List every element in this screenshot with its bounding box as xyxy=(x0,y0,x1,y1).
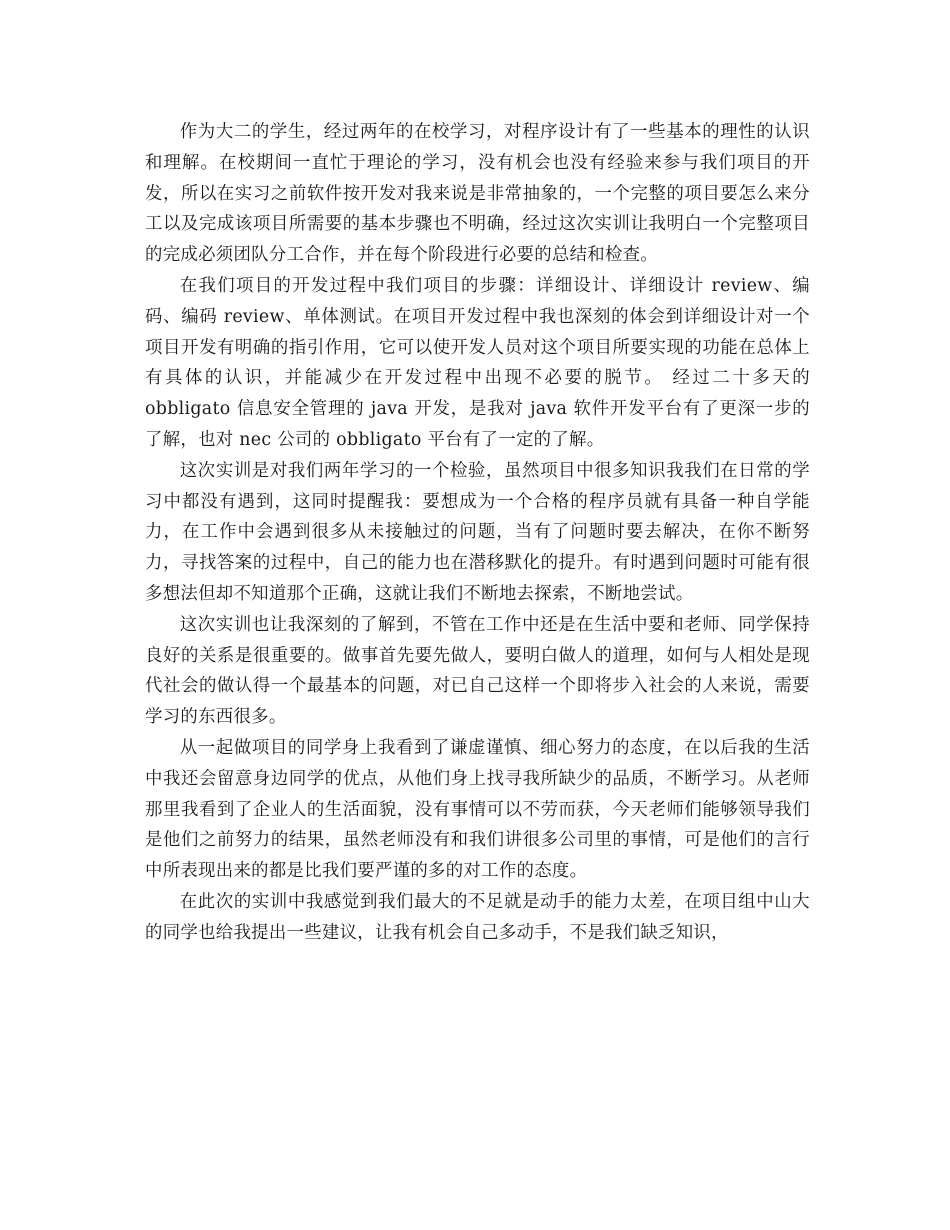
paragraph-6: 在此次的实训中我感觉到我们最大的不足就是动手的能力太差，在项目组中山大的同学也给我提出一些建议，让我有机会自己多动手，不是我们缺乏知识， xyxy=(145,891,810,943)
body-text xyxy=(145,117,810,949)
paragraph-2: 在我们项目的开发过程中我们项目的步骤：详细设计、详细设计 review、编码、编码 review、单体测试。在项目开发过程中我也深刻的体会到详细设计对一个项目开发有明确的指引作用，它可以使开发人员对这个项目所要实现的功能在总体上有具体的认识，并能减少在开发过程中出现不必要的脱节。 经过二十多天的 obbligato 信息安全管理的 java 开发，是我对 java 软件开发平台有了更深一步的了解，也对 nec 公司的 obbligato 平台有了一定的了解。 xyxy=(145,275,810,450)
paragraph-4: 这次实训也让我深刻的了解到，不管在工作中还是在生活中要和老师、同学保持良好的关系是很重要的。做事首先要先做人，要明白做人的道理，如何与人相处是现代社会的做认得一个最基本的问题，对已自己这样一个即将步入社会的人来说，需要学习的东西很多。 xyxy=(145,614,810,728)
paragraph-5: 从一起做项目的同学身上我看到了谦虚谨慎、细心努力的态度，在以后我的生活中我还会留意身边同学的优点，从他们身上找寻我所缺少的品质，不断学习。从老师那里我看到了企业人的生活面貌，没有事情可以不劳而获，今天老师们能够领导我们是他们之前努力的结果，虽然老师没有和我们讲很多公司里的事情，可是他们的言行中所表现出来的都是比我们要严谨的多的对工作的态度。 xyxy=(145,737,810,882)
paragraph-3: 这次实训是对我们两年学习的一个检验，虽然项目中很多知识我我们在日常的学习中都没有遇到，这同时提醒我：要想成为一个合格的程序员就有具备一种自学能力，在工作中会遇到很多从未接触过的问题，当有了问题时要去解决，在你不断努力，寻找答案的过程中，自己的能力也在潜移默化的提升。有时遇到问题时可能有很多想法但却不知道那个正确，这就让我们不断地去探索，不断地尝试。 xyxy=(145,460,810,604)
paragraph-1: 作为大二的学生，经过两年的在校学习，对程序设计有了一些基本的理性的认识和理解。在校期间一直忙于理论的学习，没有机会也没有经验来参与我们项目的开发，所以在实习之前软件按开发对我来说是非常抽象的，一个完整的项目要怎么来分工以及完成该项目所需要的基本步骤也不明确，经过这次实训让我明白一个完整项目的完成必须团队分工合作，并在每个阶段进行必要的总结和检查。 xyxy=(145,122,810,266)
